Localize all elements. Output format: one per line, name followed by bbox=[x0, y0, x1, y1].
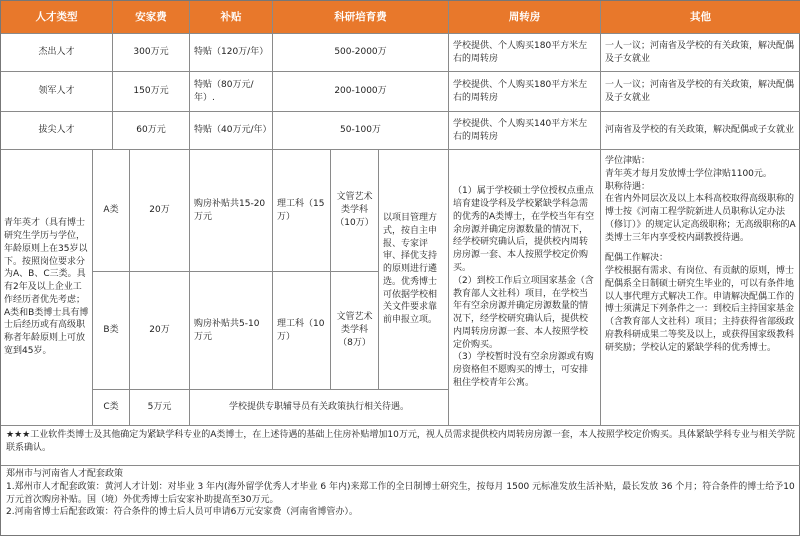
young-housing bbox=[449, 150, 601, 426]
row-lingjun-housing: 学校提供、个人购买180平方米左右的周转房 bbox=[449, 72, 601, 112]
young-housing-item-3: （3）学校暂时没有空余房源或有购房资格但不愿购买的博士，可安排租住学校青年公寓。 bbox=[453, 352, 594, 388]
header-research: 科研培育费 bbox=[273, 1, 449, 34]
young-a-settle: 20万 bbox=[130, 150, 190, 272]
zz-policy-line-2: 2.河南省博士后配套政策：符合条件的博士后人员可申请6万元安家费（河南省博管办）。 bbox=[6, 507, 358, 518]
row-lingjun-type: 领军人才 bbox=[1, 72, 113, 112]
young-other-line-6: 配偶工作解决： bbox=[605, 253, 669, 264]
row-lingjun-subsidy: 特贴（80万元/年）. bbox=[190, 72, 273, 112]
young-other-line-7: 学校根据有需求、有岗位、有贡献的原则，博士配偶系全日制硕士研究生毕业的，可以有条件地以人事代理方式解决工作。申请解决配偶工作的博士须满足下列条件之一：到校后主持国家基金（含教育部人文社科）项目；主持获得省部级政府教科研成果二等奖及以上，或获得国家级教科研奖励；学校认定的紧缺学科的优秀博士。 bbox=[605, 266, 795, 353]
young-c-label: C类 bbox=[93, 390, 130, 426]
young-a-label: A类 bbox=[93, 150, 130, 272]
young-other-line-4: 在省内外同层次及以上本科高校取得高级职称的博士按《河南工程学院新进人员职称认定办法（修订）》的规定认定高级职称；无高级职称的A类博士三年内享受校内副教授待遇。 bbox=[605, 194, 796, 243]
young-b-arts: 文管艺术类学科（8万） bbox=[331, 272, 379, 390]
young-a-science: 理工科（15万） bbox=[273, 150, 331, 272]
row-bajian-settle: 60万元 bbox=[113, 112, 190, 150]
header-type: 人才类型 bbox=[1, 1, 113, 34]
row-bajian-research: 50-100万 bbox=[273, 112, 449, 150]
row-jiechu-subsidy: 特贴（120万/年） bbox=[190, 34, 273, 72]
young-b-settle: 20万 bbox=[130, 272, 190, 390]
header-settle: 安家费 bbox=[113, 1, 190, 34]
young-other-line-1: 学位津贴： bbox=[605, 156, 651, 166]
row-jiechu-type: 杰出人才 bbox=[1, 34, 113, 72]
header-other: 其他 bbox=[601, 1, 800, 34]
young-other bbox=[601, 150, 800, 426]
row-bajian-other: 河南省及学校的有关政策，解决配偶或子女就业 bbox=[601, 112, 800, 150]
young-housing-item-1: （1）属于学校硕士学位授权点重点培育建设学科及学校紧缺学科急需的优秀的A类博士，在学校当年有空余房源并确定房源数量的情况下，经学校研究确认后，提供校内周转房房源一套、本人按照学校定价购买。 bbox=[453, 186, 595, 273]
row-bajian-subsidy: 特贴（40万元/年） bbox=[190, 112, 273, 150]
row-jiechu-settle: 300万元 bbox=[113, 34, 190, 72]
zz-policy-title: 郑州市与河南省人才配套政策 bbox=[6, 469, 124, 479]
young-c-text: 学校提供专职辅导员有关政策执行相关待遇。 bbox=[190, 390, 449, 426]
row-bajian-housing: 学校提供、个人购买140平方米左右的周转房 bbox=[449, 112, 601, 150]
young-research-note: 以项目管理方式，按自主申报、专家评审、择优支持的原则进行遴选。优秀博士可依据学校相关文件要求靠前申报立项。 bbox=[379, 150, 449, 390]
zz-policy bbox=[1, 466, 800, 537]
row-bajian-type: 拔尖人才 bbox=[1, 112, 113, 150]
row-jiechu-other: 一人一议；河南省及学校的有关政策，解决配偶及子女就业 bbox=[601, 34, 800, 72]
young-other-line-2: 青年英才每月发放博士学位津贴1100元。 bbox=[605, 168, 772, 179]
young-other-line-3: 职称待遇： bbox=[605, 181, 651, 192]
row-lingjun-other: 一人一议；河南省及学校的有关政策，解决配偶及子女就业 bbox=[601, 72, 800, 112]
young-other-line-5 bbox=[605, 244, 796, 252]
row-jiechu-housing: 学校提供、个人购买180平方米左右的周转房 bbox=[449, 34, 601, 72]
young-b-science: 理工科（10万） bbox=[273, 272, 331, 390]
zz-policy-line-1: 1.郑州市人才配套政策：黄河人才计划：对毕业 3 年内(海外留学优秀人才毕业 6 年内)来郑工作的全日制博士研究生，按每月 1500 元标准发放生活补贴，最长发放 36 个月；符合条件的博士给予10万元首次购房补贴。国（境）外优秀博士后安家补助提高至30万元。 bbox=[6, 481, 795, 505]
row-jiechu-research: 500-2000万 bbox=[273, 34, 449, 72]
young-a-housing-subsidy: 购房补贴共15-20万元 bbox=[190, 150, 273, 272]
header-housing: 周转房 bbox=[449, 1, 601, 34]
note-star: ★★★工业软件类博士及其他确定为紧缺学科专业的A类博士，在上述待遇的基础上住房补贴增加10万元，视人员需求提供校内周转房房源一套，本人按照学校定价购买。具体紧缺学科专业与相关学院联系确认。 bbox=[1, 426, 800, 466]
young-description: 青年英才（具有博士研究生学历与学位，年龄原则上在35岁以下。按照岗位要求分为A、B、C三类。具有2年及以上企业工作经历者优先考虑；A类和B类博士具有博士后经历或有高级职称者年龄原则上可放宽到45岁。 bbox=[1, 150, 93, 426]
row-lingjun-settle: 150万元 bbox=[113, 72, 190, 112]
young-b-label: B类 bbox=[93, 272, 130, 390]
young-housing-item-2: （2）到校工作后立项国家基金（含教育部人文社科）项目，在学校当年有空余房源并确定房源数量的情况下，经学校研究确认后，提供校内周转房房源一套、本人按照学校定价购买。 bbox=[453, 275, 594, 350]
young-c-settle: 5万元 bbox=[130, 390, 190, 426]
header-subsidy: 补贴 bbox=[190, 1, 273, 34]
row-lingjun-research: 200-1000万 bbox=[273, 72, 449, 112]
young-b-housing-subsidy: 购房补贴共5-10万元 bbox=[190, 272, 273, 390]
young-a-arts: 文管艺术类学科（10万） bbox=[331, 150, 379, 272]
